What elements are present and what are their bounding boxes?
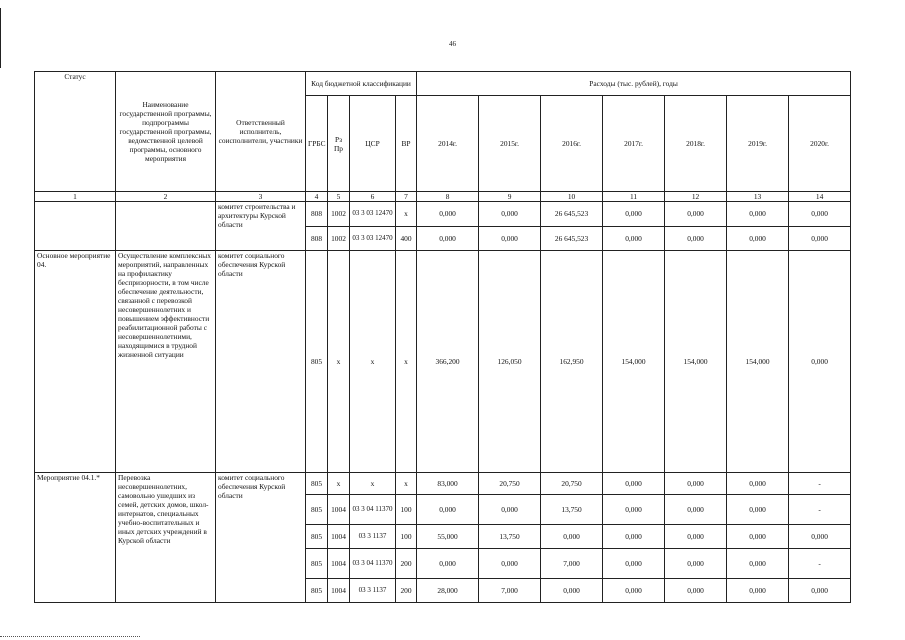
value-cell: 26 645,523 bbox=[541, 202, 603, 226]
value-cell: 0,000 bbox=[665, 578, 727, 602]
vr-cell: 200 bbox=[396, 578, 417, 602]
rzpr-cell: 1002 bbox=[328, 202, 350, 226]
value-cell: 0,000 bbox=[727, 202, 789, 226]
value-cell: 7,000 bbox=[479, 578, 541, 602]
column-number: 8 bbox=[417, 192, 479, 202]
value-cell: 0,000 bbox=[479, 226, 541, 250]
csr-cell: x bbox=[350, 472, 396, 494]
table-row bbox=[35, 202, 851, 226]
value-cell: 0,000 bbox=[727, 549, 789, 578]
value-cell: 0,000 bbox=[479, 202, 541, 226]
value-cell: - bbox=[789, 549, 851, 578]
value-cell: - bbox=[789, 472, 851, 494]
column-number: 2 bbox=[116, 192, 216, 202]
value-cell: 0,000 bbox=[665, 495, 727, 524]
value-cell: 28,000 bbox=[417, 578, 479, 602]
value-cell: 0,000 bbox=[417, 202, 479, 226]
value-cell: 0,000 bbox=[479, 495, 541, 524]
name-cell: Перевозка несовершеннолетних, самовольно ушедших из семей, детских домов, школ-интернатов, специальных учебно-воспитательных и иных детских учреждений в Курской области bbox=[116, 472, 216, 602]
grbs-cell: 805 bbox=[306, 549, 328, 578]
value-cell: 0,000 bbox=[417, 495, 479, 524]
vr-cell: x bbox=[396, 202, 417, 226]
column-number: 11 bbox=[603, 192, 665, 202]
column-number: 9 bbox=[479, 192, 541, 202]
value-cell: 0,000 bbox=[665, 472, 727, 494]
value-cell: 0,000 bbox=[665, 202, 727, 226]
value-cell: 0,000 bbox=[727, 578, 789, 602]
value-cell: 0,000 bbox=[789, 578, 851, 602]
responsible-cell: комитет социального обеспечения Курской области bbox=[216, 251, 306, 473]
value-cell: 0,000 bbox=[603, 549, 665, 578]
value-cell: 7,000 bbox=[541, 549, 603, 578]
header-year-2017: 2017г. bbox=[603, 96, 665, 192]
table-row bbox=[35, 472, 851, 494]
column-number: 12 bbox=[665, 192, 727, 202]
value-cell: 0,000 bbox=[789, 202, 851, 226]
value-cell: 0,000 bbox=[603, 202, 665, 226]
value-cell: 26 645,523 bbox=[541, 226, 603, 250]
column-number: 13 bbox=[727, 192, 789, 202]
rzpr-cell: 1002 bbox=[328, 226, 350, 250]
header-rzpr: Рз Пр bbox=[328, 96, 350, 192]
responsible-cell: комитет строительства и архитектуры Курской области bbox=[216, 202, 306, 251]
value-cell: 0,000 bbox=[727, 495, 789, 524]
status-cell: Мероприятие 04.1.* bbox=[35, 472, 116, 602]
column-number-row bbox=[35, 192, 851, 202]
rzpr-cell: 1004 bbox=[328, 549, 350, 578]
csr-cell: 03 3 04 11370 bbox=[350, 495, 396, 524]
csr-cell: 03 3 1137 bbox=[350, 578, 396, 602]
rzpr-cell: 1004 bbox=[328, 578, 350, 602]
grbs-cell: 808 bbox=[306, 226, 328, 250]
status-cell: Основное мероприятие 04. bbox=[35, 251, 116, 473]
value-cell: 20,750 bbox=[479, 472, 541, 494]
value-cell: 0,000 bbox=[789, 524, 851, 548]
value-cell: 55,000 bbox=[417, 524, 479, 548]
csr-cell: 03 3 03 12470 bbox=[350, 202, 396, 226]
rzpr-cell: x bbox=[328, 251, 350, 473]
value-cell: 366,200 bbox=[417, 251, 479, 473]
name-cell: Осуществление комплексных мероприятий, направленных на профилактику беспризорности, в том числе обеспечение деятельности, связанной с перевозкой несовершеннолетних и повышением эффективности реабилитационной работы с несовершеннолетними, находящимися в трудной жизненной ситуации bbox=[116, 251, 216, 473]
value-cell: 0,000 bbox=[727, 472, 789, 494]
column-number: 4 bbox=[306, 192, 328, 202]
value-cell: 162,950 bbox=[541, 251, 603, 473]
column-number: 14 bbox=[789, 192, 851, 202]
responsible-cell: комитет социального обеспечения Курской области bbox=[216, 472, 306, 602]
value-cell: 20,750 bbox=[541, 472, 603, 494]
header-year-2019: 2019г. bbox=[727, 96, 789, 192]
value-cell: 154,000 bbox=[603, 251, 665, 473]
value-cell: 83,000 bbox=[417, 472, 479, 494]
value-cell: 0,000 bbox=[603, 472, 665, 494]
header-year-2016: 2016г. bbox=[541, 96, 603, 192]
value-cell: 0,000 bbox=[417, 226, 479, 250]
rzpr-cell: x bbox=[328, 472, 350, 494]
page-edge-mark bbox=[0, 8, 1, 68]
grbs-cell: 808 bbox=[306, 202, 328, 226]
page-number: 46 bbox=[449, 40, 456, 48]
value-cell: 0,000 bbox=[541, 578, 603, 602]
footer-rule bbox=[0, 636, 140, 638]
value-cell: 0,000 bbox=[479, 549, 541, 578]
value-cell: 126,050 bbox=[479, 251, 541, 473]
value-cell: 0,000 bbox=[665, 524, 727, 548]
header-year-2015: 2015г. bbox=[479, 96, 541, 192]
csr-cell: x bbox=[350, 251, 396, 473]
grbs-cell: 805 bbox=[306, 578, 328, 602]
value-cell: 0,000 bbox=[727, 226, 789, 250]
header-vr: ВР bbox=[396, 96, 417, 192]
vr-cell: 100 bbox=[396, 495, 417, 524]
value-cell: 0,000 bbox=[603, 226, 665, 250]
value-cell: 0,000 bbox=[665, 549, 727, 578]
vr-cell: 200 bbox=[396, 549, 417, 578]
budget-table bbox=[34, 71, 851, 603]
header-expenses: Расходы (тыс. рублей), годы bbox=[417, 72, 851, 96]
value-cell: 0,000 bbox=[789, 251, 851, 473]
value-cell: 0,000 bbox=[603, 578, 665, 602]
header-year-2020: 2020г. bbox=[789, 96, 851, 192]
header-responsible: Ответственный исполнитель, соисполнители, участники bbox=[216, 72, 306, 192]
header-status: Статус bbox=[35, 72, 116, 192]
value-cell: 0,000 bbox=[665, 226, 727, 250]
header-year-2018: 2018г. bbox=[665, 96, 727, 192]
rzpr-cell: 1004 bbox=[328, 495, 350, 524]
column-number: 6 bbox=[350, 192, 396, 202]
column-number: 3 bbox=[216, 192, 306, 202]
header-grbs: ГРБС bbox=[306, 96, 328, 192]
column-number: 7 bbox=[396, 192, 417, 202]
csr-cell: 03 3 04 11370 bbox=[350, 549, 396, 578]
value-cell: - bbox=[789, 495, 851, 524]
vr-cell: 100 bbox=[396, 524, 417, 548]
grbs-cell: 805 bbox=[306, 524, 328, 548]
name-cell-empty bbox=[116, 202, 216, 251]
status-cell-empty bbox=[35, 202, 116, 251]
value-cell: 13,750 bbox=[541, 495, 603, 524]
value-cell: 0,000 bbox=[789, 226, 851, 250]
header-row-1 bbox=[35, 72, 851, 96]
column-number: 10 bbox=[541, 192, 603, 202]
value-cell: 0,000 bbox=[417, 549, 479, 578]
grbs-cell: 805 bbox=[306, 472, 328, 494]
value-cell: 0,000 bbox=[603, 495, 665, 524]
value-cell: 0,000 bbox=[541, 524, 603, 548]
value-cell: 0,000 bbox=[603, 524, 665, 548]
value-cell: 154,000 bbox=[665, 251, 727, 473]
value-cell: 154,000 bbox=[727, 251, 789, 473]
csr-cell: 03 3 1137 bbox=[350, 524, 396, 548]
table-row bbox=[35, 251, 851, 473]
header-csr: ЦСР bbox=[350, 96, 396, 192]
grbs-cell: 805 bbox=[306, 251, 328, 473]
value-cell: 13,750 bbox=[479, 524, 541, 548]
vr-cell: x bbox=[396, 472, 417, 494]
grbs-cell: 805 bbox=[306, 495, 328, 524]
column-number: 5 bbox=[328, 192, 350, 202]
header-year-2014: 2014г. bbox=[417, 96, 479, 192]
header-budget-code: Код бюджетной классификации bbox=[306, 72, 417, 96]
header-name: Наименование государственной программы, подпрограммы государственной программы, ведомственной целевой программы, основного мероприятия bbox=[116, 72, 216, 192]
column-number: 1 bbox=[35, 192, 116, 202]
value-cell: 0,000 bbox=[727, 524, 789, 548]
vr-cell: 400 bbox=[396, 226, 417, 250]
rzpr-cell: 1004 bbox=[328, 524, 350, 548]
csr-cell: 03 3 03 12470 bbox=[350, 226, 396, 250]
vr-cell: x bbox=[396, 251, 417, 473]
